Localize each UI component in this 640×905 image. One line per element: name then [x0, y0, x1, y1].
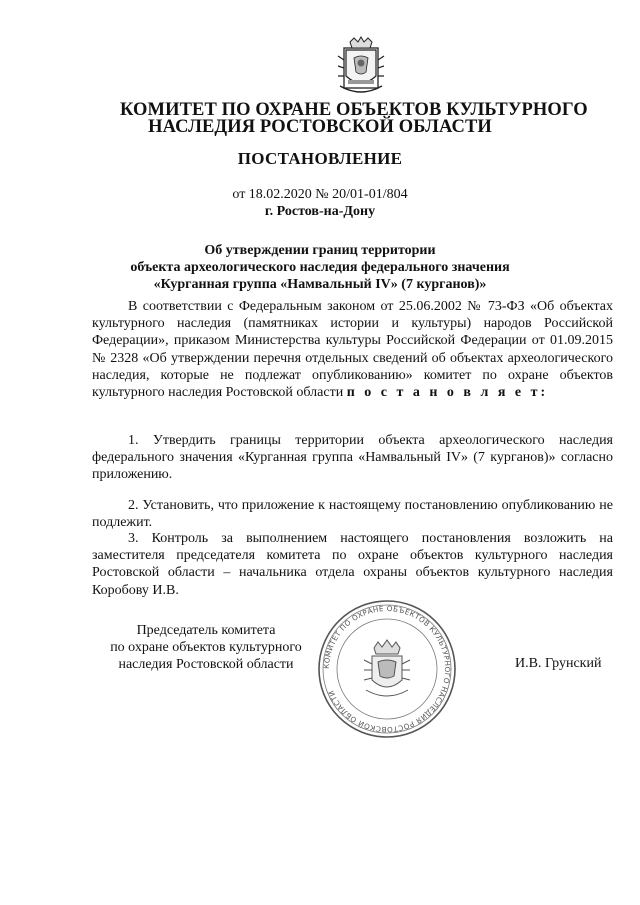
subject-line-3: «Курганная группа «Намвальный IV» (7 курганов)» [153, 277, 487, 292]
clause-3: 3. Контроль за выполнением настоящего постановления возложить на заместителя председателя комитета по охране объектов культурного наследия Ростовской области – начальника отдела охраны объектов культурного наследия Коробову И.В. [92, 531, 613, 598]
signer-title-line-3: наследия Ростовской области [118, 657, 294, 672]
document-subject [100, 242, 540, 293]
org-line-2: НАСЛЕДИЯ РОСТОВСКОЙ ОБЛАСТИ [148, 117, 492, 137]
coat-of-arms-icon [336, 36, 386, 96]
preamble-paragraph [92, 298, 613, 401]
subject-line-2: объекта археологического наследия федерального значения [130, 260, 510, 275]
signer-title-line-1: Председатель комитета [136, 623, 276, 638]
official-seal-icon [316, 598, 458, 740]
clause-2: 2. Установить, что приложение к настоящему постановлению опубликованию не подлежит. [92, 498, 613, 531]
date-number: от 18.02.2020 № 20/01-01/804 [232, 187, 408, 202]
org-line-1: КОМИТЕТ ПО ОХРАНЕ ОБЪЕКТОВ КУЛЬТУРНОГО [120, 100, 588, 120]
decree-word: п о с т а н о в л я е т: [346, 385, 549, 401]
subject-line-1: Об утверждении границ территории [204, 243, 436, 258]
document-type: ПОСТАНОВЛЕНИЕ [237, 149, 403, 168]
city: г. Ростов-на-Дону [264, 204, 376, 219]
signer-title [86, 622, 326, 673]
seal-text: КОМИТЕТ ПО ОХРАНЕ ОБЪЕКТОВ КУЛЬТУРНОГО НАСЛЕДИЯ РОСТОВСКОЙ ОБЛАСТИ [321, 603, 453, 735]
signer-title-line-2: по охране объектов культурного [110, 640, 302, 655]
preamble-text: В соответствии с Федеральным законом от 25.06.2002 № 73-ФЗ «Об объектах культурного наследия (памятниках истории и культуры) народов Российской Федерации», приказом Министерства культуры Российской Федерации от 01.09.2015 № 2328 «Об утверждении перечня отдельных сведений об объектах археологического наследия, которые не подлежат опубликованию» комитет по охране объектов культурного наследия Ростовской области [92, 299, 613, 401]
clause-1: 1. Утвердить границы территории объекта археологического наследия федерального значения «Курганная группа «Намвальный IV» (7 курганов)» согласно приложению. [92, 433, 613, 483]
signer-name: И.В. Грунский [515, 656, 602, 671]
organization-name [120, 100, 588, 137]
